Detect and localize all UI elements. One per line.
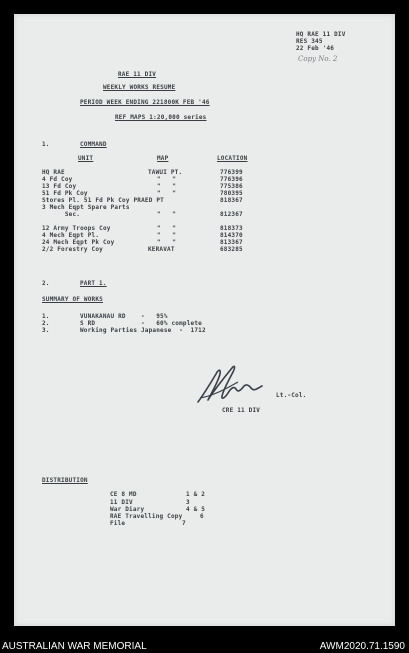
- unit-cell: 4 Fd Coy: [42, 176, 73, 183]
- location-cell: 818373: [220, 225, 243, 232]
- summary-num: 1.: [42, 313, 50, 320]
- map-cell: " ": [157, 211, 177, 218]
- location-cell: 813367: [220, 239, 243, 246]
- location-cell: 776399: [220, 169, 243, 176]
- distribution-to: 11 DIV: [110, 499, 133, 506]
- col-unit-header: UNIT: [78, 155, 94, 162]
- location-cell: 780395: [220, 190, 243, 197]
- col-map-header: MAP: [157, 155, 169, 162]
- unit-cell: 2/2 Forestry Coy: [42, 246, 103, 253]
- title-line3: PERIOD WEEK ENDING 221800K FEB '46: [80, 99, 210, 106]
- unit-cell: 4 Mech Eqpt Pl.: [42, 232, 100, 239]
- unit-cell: HQ RAE: [42, 169, 65, 176]
- unit-cell: 3 Mech Eqpt Spare Parts: [42, 204, 130, 211]
- location-cell: 812367: [220, 211, 243, 218]
- distribution-copies: 4 & 5: [186, 506, 206, 513]
- distribution-copies: 6: [200, 513, 204, 520]
- header-ref-line3: 22 Feb '46: [296, 45, 335, 52]
- map-cell: " ": [157, 183, 177, 190]
- summary-heading: SUMMARY OF WORKS: [42, 296, 103, 303]
- command-number: 1.: [42, 141, 50, 148]
- distribution-to: RAE Travelling Copy: [110, 513, 183, 520]
- command-heading: COMMAND: [80, 141, 107, 148]
- summary-text: Working Parties Japanese - 1712: [80, 327, 206, 334]
- map-cell: " ": [157, 225, 177, 232]
- header-ref-line2: RES 345: [296, 38, 323, 45]
- part1-heading: PART 1.: [80, 280, 107, 287]
- summary-num: 3.: [42, 327, 50, 334]
- header-ref-line1: HQ RAE 11 DIV: [296, 31, 346, 38]
- location-cell: 776396: [220, 176, 243, 183]
- unit-cell: 13 Fd Coy: [42, 183, 77, 190]
- map-cell: KERAVAT: [148, 246, 175, 253]
- distribution-copies: 7: [182, 520, 186, 527]
- handwritten-copy-note: Copy No. 2: [298, 55, 338, 63]
- signature-title: CRE 11 DIV: [222, 407, 261, 414]
- unit-cell: 12 Army Troops Coy: [42, 225, 111, 232]
- map-cell: " ": [157, 176, 177, 183]
- distribution-copies: 3: [186, 499, 190, 506]
- title-line2: WEEKLY WORKS RESUME: [103, 84, 176, 91]
- distribution-to: CE 8 MD: [110, 491, 137, 498]
- handwritten-signature: [194, 360, 269, 408]
- distribution-to: War Diary: [110, 506, 145, 513]
- unit-cell: Stores Pl. 51 Fd Pk Coy PRAED PT: [42, 197, 164, 204]
- col-location-header: LOCATION: [217, 155, 248, 162]
- map-cell: " ": [157, 239, 177, 246]
- unit-cell: 51 Fd Pk Coy: [42, 190, 88, 197]
- summary-num: 2.: [42, 320, 50, 327]
- map-cell: " ": [157, 190, 177, 197]
- distribution-heading: DISTRIBUTION: [42, 477, 88, 484]
- distribution-to: File: [110, 520, 126, 527]
- location-cell: 775386: [220, 183, 243, 190]
- footer-accession-number: AWM2020.71.1590: [319, 641, 405, 652]
- location-cell: 818367: [220, 197, 243, 204]
- map-cell: TAWUI PT.: [148, 169, 183, 176]
- title-line1: RAE 11 DIV: [118, 71, 157, 78]
- signature-rank: Lt.-Col.: [276, 392, 307, 399]
- map-cell: " ": [157, 232, 177, 239]
- summary-text: S RD - 60% complete: [80, 320, 202, 327]
- footer-institution: AUSTRALIAN WAR MEMORIAL: [2, 641, 147, 652]
- location-cell: 814370: [220, 232, 243, 239]
- unit-cell: Sec.: [42, 211, 81, 218]
- location-cell: 683285: [220, 246, 243, 253]
- part1-number: 2.: [42, 280, 50, 287]
- unit-cell: 24 Mech Eqpt Pk Coy: [42, 239, 115, 246]
- summary-text: VUNAKANAU RD - 95%: [80, 313, 168, 320]
- title-line4: REF MAPS 1:20,000 series: [115, 114, 207, 121]
- distribution-copies: 1 & 2: [186, 491, 206, 498]
